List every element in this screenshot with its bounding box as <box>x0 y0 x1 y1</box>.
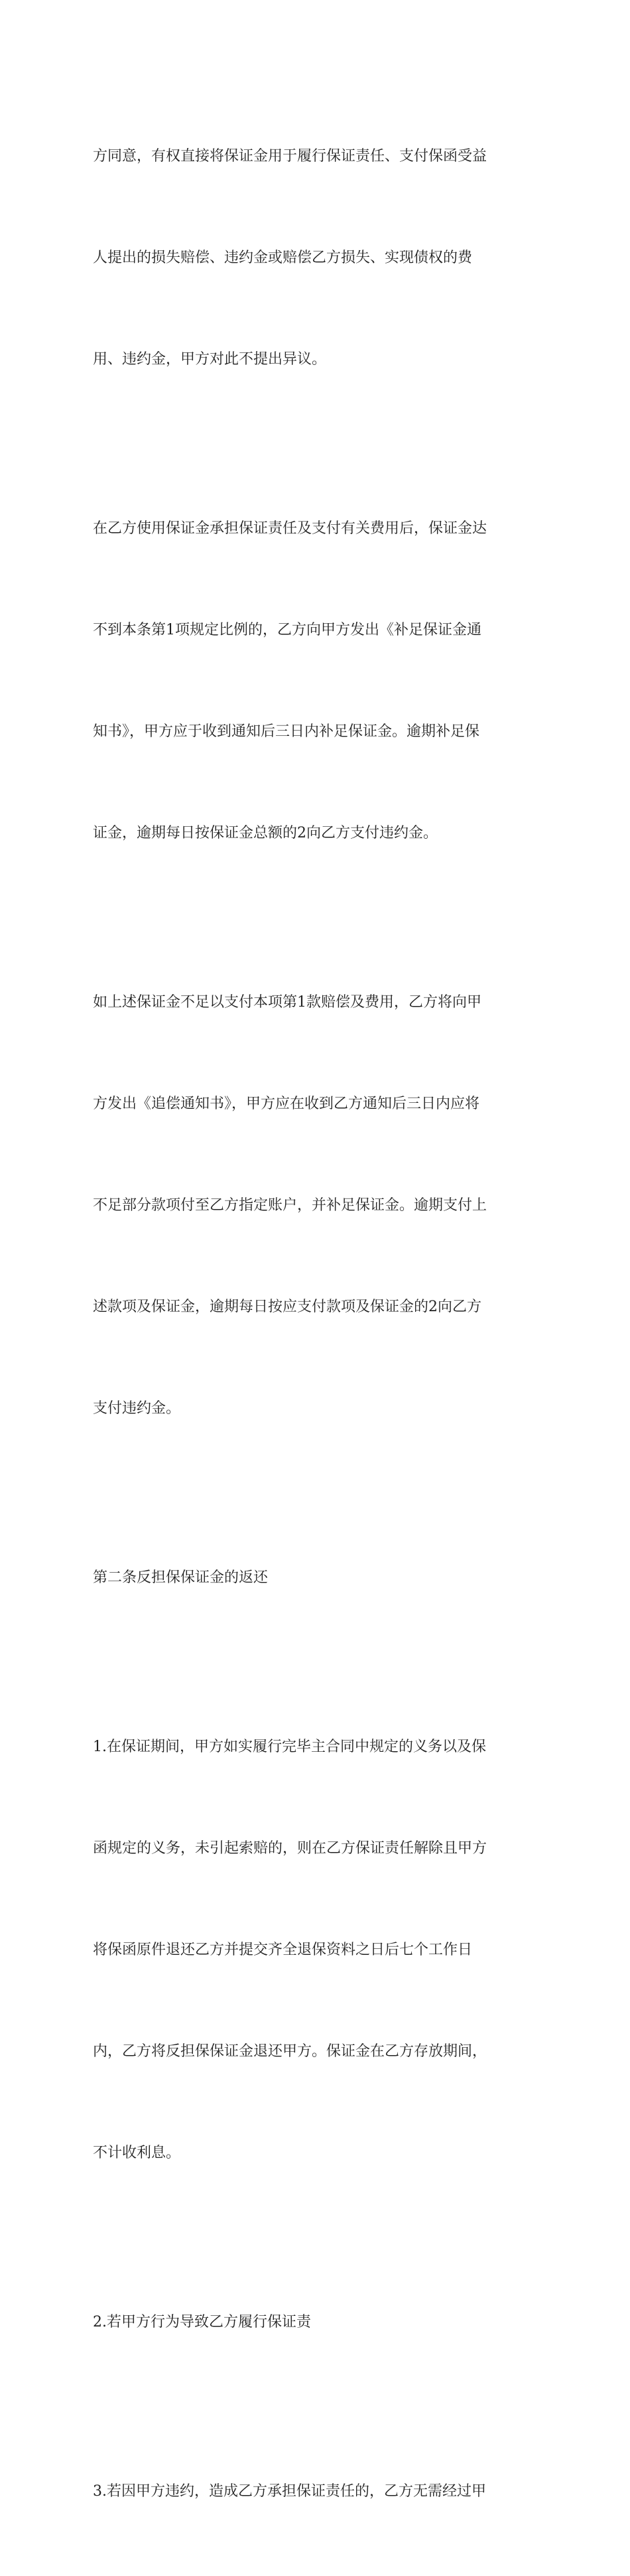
heading-line: 第二条反担保保证金的返还 <box>93 1569 269 1586</box>
text-line: 方同意，有权直接将保证金用于履行保证责任、支付保函受益 <box>93 148 487 165</box>
text-line: 知书》，甲方应于收到通知后三日内补足保证金。逾期补足保 <box>93 723 480 740</box>
clause-2 <box>93 2238 544 2407</box>
clause-1 <box>93 1662 544 2238</box>
paragraph-replenish-deposit <box>93 444 544 918</box>
paragraph-guarantee-use <box>93 72 544 444</box>
text-line: 用、违约金，甲方对此不提出异议。 <box>93 351 327 368</box>
text-line: 不计收利息。 <box>93 2145 181 2161</box>
text-line: 支付违约金。 <box>93 1400 181 1417</box>
text-line: 不足部分款项付至乙方指定账户，并补足保证金。逾期支付上 <box>93 1197 487 1214</box>
text-line: 函规定的义务，未引起索赔的，则在乙方保证责任解除且甲方 <box>93 1840 487 1857</box>
text-line: 证金，逾期每日按保证金总额的2向乙方支付违约金。 <box>93 825 438 841</box>
text-line: 方发出《追偿通知书》，甲方应在收到乙方通知后三日内应将 <box>93 1096 480 1112</box>
text-line: 如上述保证金不足以支付本项第1款赔偿及费用，乙方将向甲 <box>93 994 481 1011</box>
clause-3 <box>93 2407 544 2576</box>
text-line: 在乙方使用保证金承担保证责任及支付有关费用后，保证金达 <box>93 520 487 537</box>
text-line: 人提出的损失赔偿、违约金或赔偿乙方损失、实现债权的费 <box>93 250 473 266</box>
text-line: 1.在保证期间，甲方如实履行完毕主合同中规定的义务以及保 <box>93 1739 486 1755</box>
text-line: 述款项及保证金，逾期每日按应支付款项及保证金的2向乙方 <box>93 1299 481 1315</box>
text-line: 内，乙方将反担保保证金退还甲方。保证金在乙方存放期间， <box>93 2043 487 2060</box>
text-line: 将保函原件退还乙方并提交齐全退保资料之日后七个工作日 <box>93 1942 473 1958</box>
text-line: 不到本条第1项规定比例的，乙方向甲方发出《补足保证金通 <box>93 622 481 638</box>
text-line: 3.若因甲方违约，造成乙方承担保证责任的，乙方无需经过甲 <box>93 2483 486 2500</box>
document-page <box>93 72 544 2576</box>
text-line: 2.若甲方行为导致乙方履行保证责 <box>93 2314 311 2330</box>
paragraph-recourse-notice <box>93 918 544 1493</box>
section-heading-article-2 <box>93 1493 544 1662</box>
